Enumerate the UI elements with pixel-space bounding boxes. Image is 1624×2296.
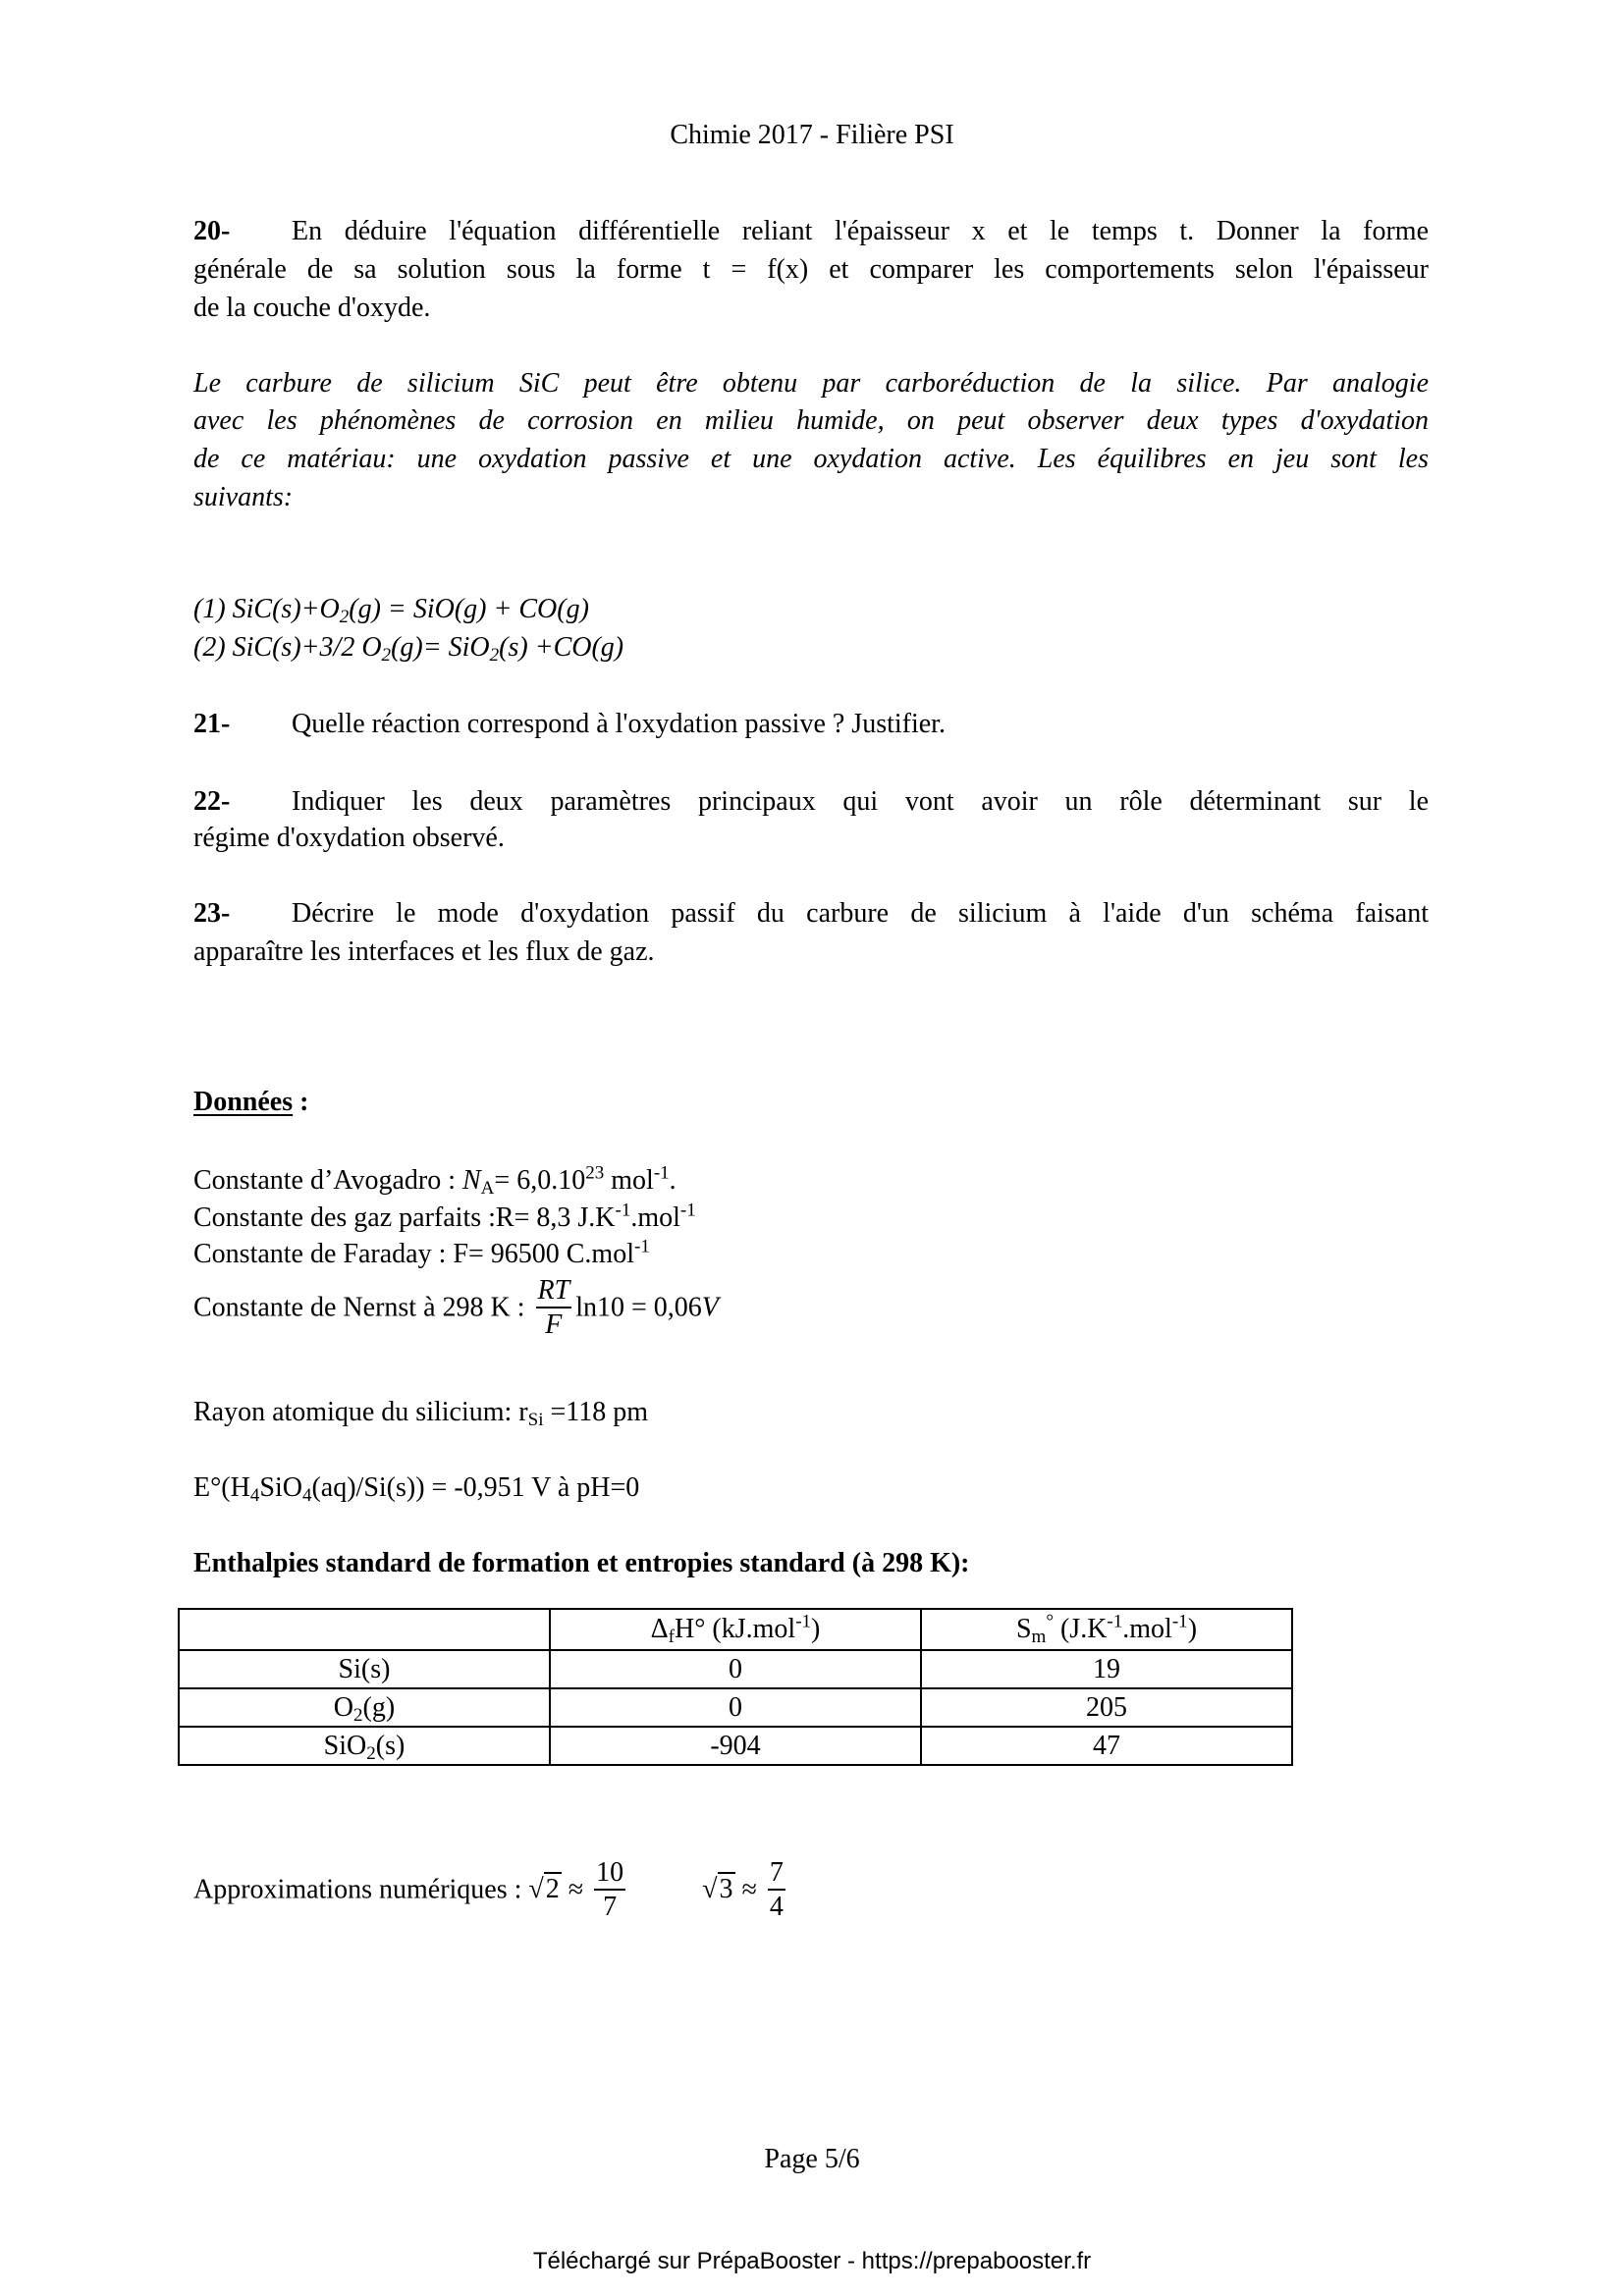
fraction-7-4: $\frac{7}{4}$ bbox=[769, 1857, 784, 1923]
sqrt-2: √2 bbox=[528, 1874, 560, 1905]
question-22-line-2: régime d'oxydation observé. bbox=[193, 823, 505, 853]
intro-line-1: Le carbure de silicium SiC peut être obtenu par carboréduction de la silice. Par analogie bbox=[193, 368, 1429, 399]
numerical-approximations: Approximations numériques : √2 ≈ $\frac{10}{7}$ √3 ≈ $\frac{7}{4}$ bbox=[193, 1857, 784, 1923]
table-title: Enthalpies standard de formation et entropies standard (à 298 K): bbox=[193, 1548, 970, 1578]
question-number: 20- bbox=[193, 216, 231, 246]
sqrt-3: √3 bbox=[702, 1874, 733, 1905]
question-23-line-2: apparaître les interfaces et les flux de gaz. bbox=[193, 936, 655, 967]
equation-1: (1) $SiC(s)+O_2(g) = SiO(g) + CO(g)$ bbox=[193, 594, 589, 627]
donnees-heading: Données : bbox=[193, 1087, 309, 1117]
enthalpy-cell: 0 bbox=[550, 1688, 921, 1727]
nernst-fraction: $\frac{RT}{F}$ bbox=[537, 1275, 570, 1341]
question-20-line-3: de la couche d'oxyde. bbox=[193, 293, 431, 323]
header-enthalpy: $\Delta_fH^\circ$ (kJ.mol$^{-1}$) bbox=[550, 1609, 921, 1650]
question-number: 23- bbox=[193, 898, 231, 929]
table-row bbox=[179, 1688, 1292, 1727]
table-row bbox=[179, 1650, 1292, 1688]
table-row bbox=[179, 1727, 1292, 1765]
species-cell: $O_2(g)$ bbox=[179, 1688, 550, 1727]
question-20-line-2: générale de sa solution sous la forme t = f(x) et comparer les comportements selon l'épaisseur bbox=[193, 254, 1429, 285]
page-header: Chimie 2017 - Filière PSI bbox=[670, 120, 954, 150]
page-number: Page 5/6 bbox=[764, 2144, 860, 2174]
question-number: 22- bbox=[193, 786, 231, 817]
equation-2: (2) SiC(s)+3/2 $O_2(g)= SiO_2(s) +CO(g)$ bbox=[193, 632, 624, 666]
gas-constant: Constante des gaz parfaits :R= 8,3 $J.K^{-1}.mol^{-1}$ bbox=[193, 1200, 696, 1233]
question-23-line-1: 23- Décrire le mode d'oxydation passif du carbure de silicium à l'aide d'un schéma faisant bbox=[193, 898, 1429, 929]
intro-line-2: avec les phénomènes de corrosion en milieu humide, on peut observer deux types d'oxydation bbox=[193, 405, 1429, 436]
intro-line-4: suivants: bbox=[193, 482, 294, 512]
question-number: 21- bbox=[193, 709, 231, 739]
fraction-10-7: $\frac{10}{7}$ bbox=[596, 1857, 624, 1923]
enthalpy-cell: 0 bbox=[550, 1650, 921, 1688]
thermo-data-table bbox=[178, 1608, 1293, 1766]
entropy-cell: 205 bbox=[921, 1688, 1292, 1727]
question-20-line-1: 20- En déduire l'équation différentielle reliant l'épaisseur x et le temps t. Donner la forme bbox=[193, 216, 1429, 246]
download-footer: Téléchargé sur PrépaBooster - https://prepabooster.fr bbox=[532, 2248, 1092, 2274]
species-cell: SiO$_2$(s) bbox=[179, 1727, 550, 1765]
silicon-atomic-radius: Rayon atomique du silicium: $r_{Si} =118$ pm bbox=[193, 1397, 649, 1430]
enthalpy-cell: -904 bbox=[550, 1727, 921, 1765]
table-header-row bbox=[179, 1609, 1292, 1650]
header-entropy: $S_m^\circ$ $(J.K^{-1}.mol^{-1})$ bbox=[921, 1609, 1292, 1650]
intro-line-3: de ce matériau: une oxydation passive et une oxydation active. Les équilibres en jeu sont les bbox=[193, 444, 1429, 474]
nernst-constant: Constante de Nernst à 298 K : $\frac{RT}{F}$ ln10 = 0,06V bbox=[193, 1275, 719, 1341]
avogadro-constant: Constante d’Avogadro : $N_A= 6,0.10^{23}$ mol$^{-1}$. bbox=[193, 1162, 677, 1199]
question-22-line-1: 22- Indiquer les deux paramètres principaux qui vont avoir un rôle déterminant sur le bbox=[193, 786, 1429, 817]
standard-potential: $E^\circ(H_4SiO_4(aq)/Si(s)) = -0,951$ V à pH=0 bbox=[193, 1472, 640, 1506]
question-21: 21- Quelle réaction correspond à l'oxydation passive ? Justifier. bbox=[193, 709, 946, 739]
entropy-cell: 47 bbox=[921, 1727, 1292, 1765]
faraday-constant: Constante de Faraday : F= 96500 C.mol$^{-1}$ bbox=[193, 1236, 650, 1269]
header-empty-cell bbox=[179, 1609, 550, 1650]
species-cell: Si(s) bbox=[179, 1650, 550, 1688]
entropy-cell: 19 bbox=[921, 1650, 1292, 1688]
